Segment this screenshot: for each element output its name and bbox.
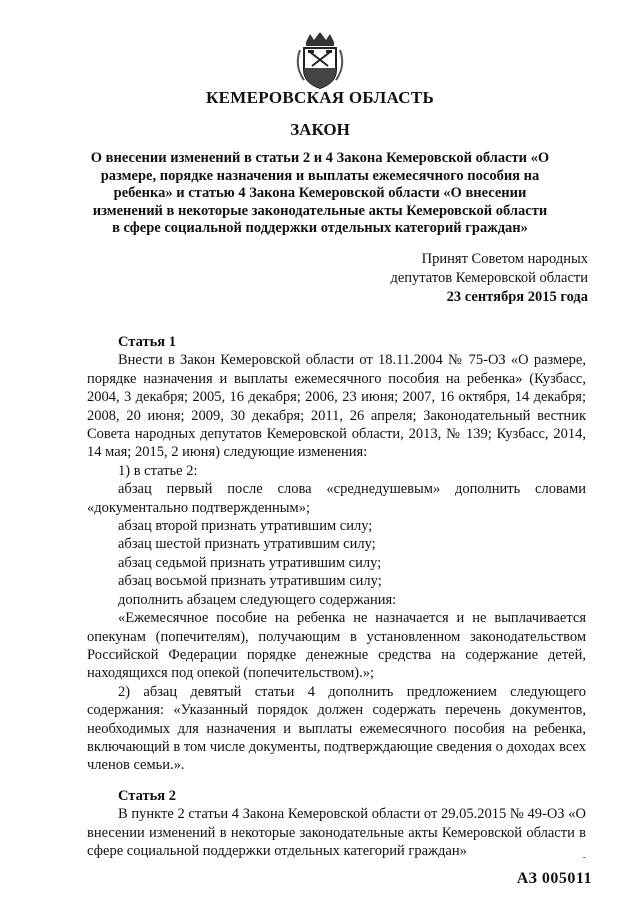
article-1-title: Статья 1 (118, 334, 176, 350)
article-2-title: Статья 2 (118, 787, 176, 804)
article-1-paragraph: Внести в Закон Кемеровской области от 18.11.2004 № 75-ОЗ «О размере, порядке назначения и выплаты ежемесячного пособия на ребенка» (Кузбасс, 2004, 3 декабря; 2005, 16 декабря; 2006, 23 июня; 2007, 16 октября, 14 декабря; 2008, 20 июня; 2009, 30 декабря; 2011, 26 апреля; Законодательный вестник Совета народных депутатов Кемеровской области, 2013, № 139; Кузбасс, 2014, 14 мая; 2015, 2 июня) следующие изменения: (87, 352, 586, 461)
adoption-line-1: Принят Советом народных (421, 251, 588, 267)
coat-of-arms-icon (292, 30, 348, 92)
article-1-paragraph: «Ежемесячное пособие на ребенка не назначается и не выплачивается опекунам (попечителям), получающим в установленном законодательством Российской Федерации порядке денежные средства на содержание детей, находящихся под опекой (попечительством).»; (87, 610, 586, 682)
article-1-paragraph: абзац седьмой признать утратившим силу; (118, 554, 382, 571)
article-1-paragraph: абзац второй признать утратившим силу; (118, 518, 373, 535)
article-1-paragraph: дополнить абзацем следующего содержания: (118, 591, 397, 608)
region-title: КЕМЕРОВСКАЯ ОБЛАСТЬ (206, 88, 434, 107)
article-1-paragraph: 1) в статье 2: (118, 462, 198, 479)
law-body (87, 333, 586, 860)
article-2-paragraph: В пункте 2 статьи 4 Закона Кемеровской области от 29.05.2015 № 49-ОЗ «О внесении изменений в некоторые законодательные акты Кемеровской области в сфере социальной поддержки отдельных категорий граждан» (87, 806, 586, 859)
article-1-paragraph: 2) абзац девятый статьи 4 дополнить предложением следующего содержания: «Указанный порядок должен содержать перечень документов, необходимых для назначения и выплаты ежемесячного пособия на ребенка, включающий в том числе документы, подтверждающие сведения о доходах всех членов семьи.». (87, 683, 586, 774)
serial-number: АЗ 005011 (516, 870, 592, 887)
article-1-paragraph: абзац восьмой признать утратившим силу; (118, 573, 382, 590)
article-1-paragraph: абзац первый после слова «среднедушевым» дополнить словами «документально подтвержденным»; (87, 481, 586, 516)
adoption-block (390, 250, 588, 307)
article-1-paragraph: абзац шестой признать утратившим силу; (118, 536, 376, 553)
adoption-date: 23 сентября 2015 года (446, 289, 588, 305)
document-type: ЗАКОН (290, 120, 350, 139)
adoption-line-2: депутатов Кемеровской области (390, 270, 588, 286)
law-subject: О внесении изменений в статьи 2 и 4 Закона Кемеровской области «О размере, порядке назначения и выплаты ежемесячного пособия на ребенка» и статью 4 Закона Кемеровской области «О внесении изменений в некоторые законодательные акты Кемеровской области в сфере социальной поддержки отдельных категорий граждан» (90, 150, 550, 236)
scan-mark (583, 857, 586, 858)
